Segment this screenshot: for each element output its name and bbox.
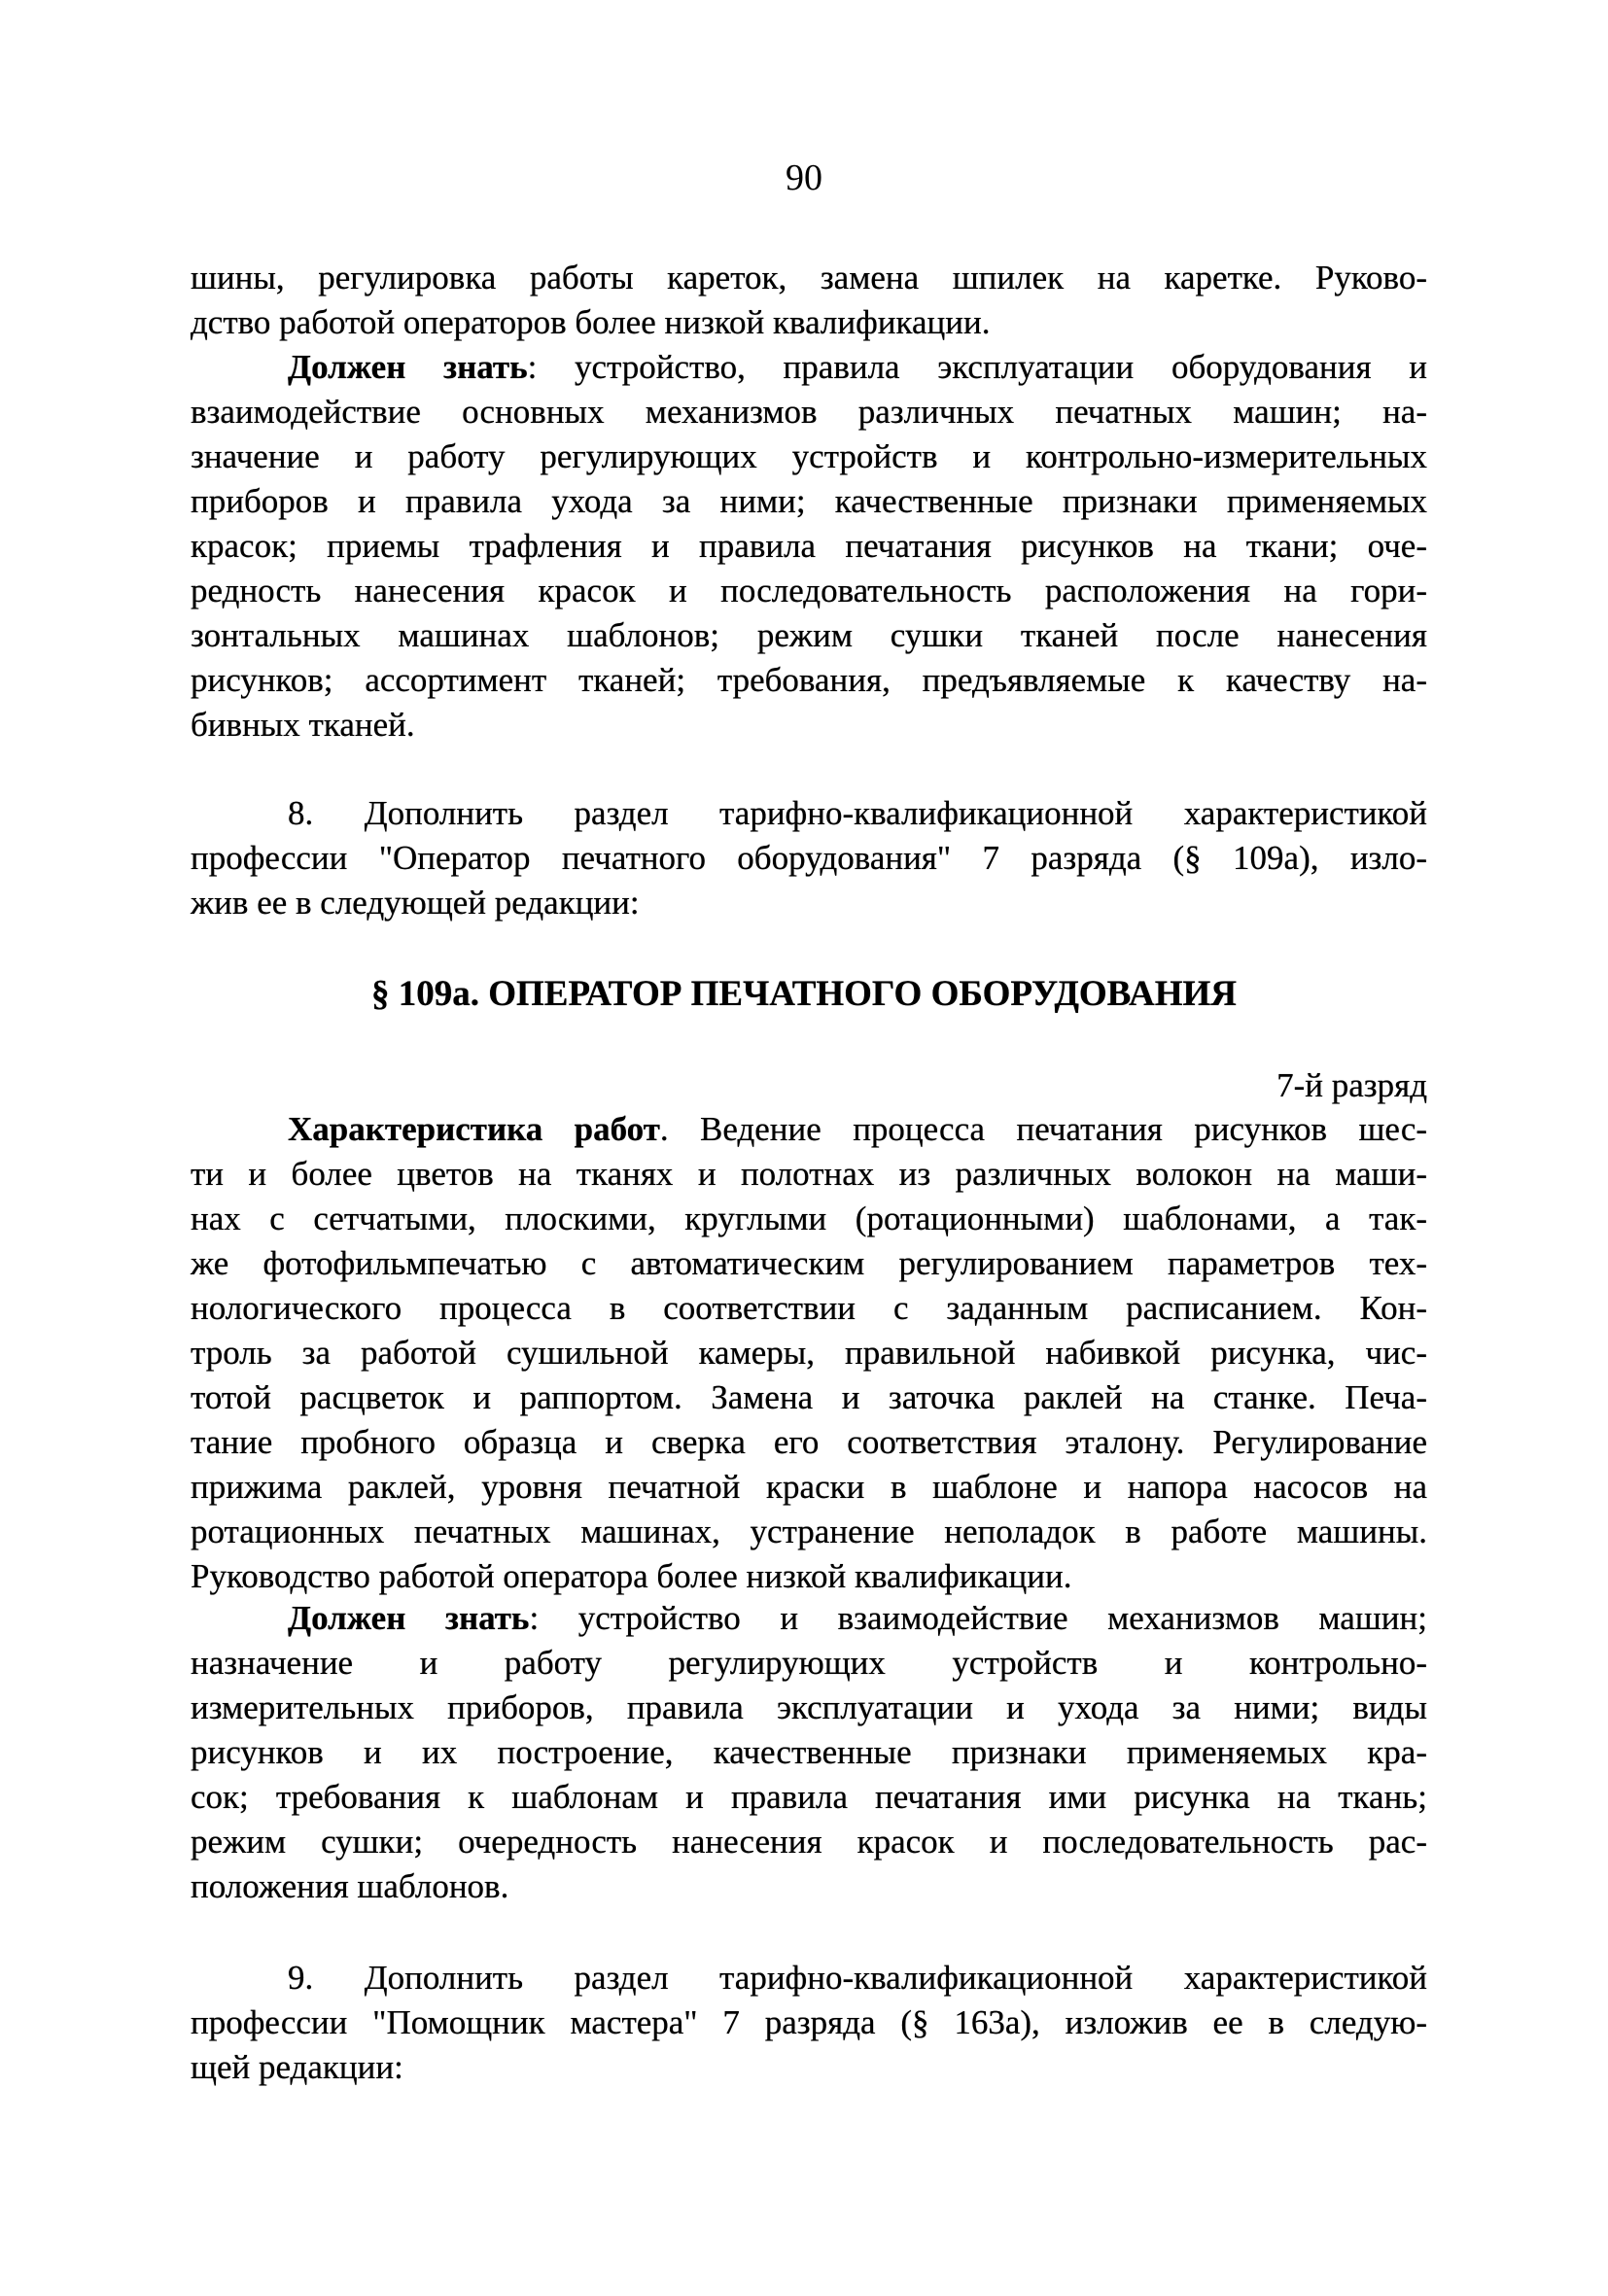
paragraph-must-know-1 — [191, 345, 1427, 748]
text-line: Должен знать: устройство и взаимодействие механизмов машин; — [288, 1599, 1427, 1637]
section-heading: § 109а. ОПЕРАТОР ПЕЧАТНОГО ОБОРУДОВАНИЯ — [370, 974, 1238, 1014]
text-line: рисунков и их построение, качественные признаки применяемых кра- — [191, 1733, 1427, 1771]
paragraph-must-know-2 — [191, 1596, 1427, 1909]
text-line: взаимодействие основных механизмов различных печатных машин; на- — [191, 393, 1427, 431]
text-line: измерительных приборов, правила эксплуатации и ухода за ними; виды — [191, 1688, 1427, 1726]
text-line: Характеристика работ. Ведение процесса печатания рисунков шес- — [288, 1110, 1428, 1148]
text-line: положения шаблонов. — [191, 1867, 509, 1905]
text-line: бивных тканей. — [191, 706, 415, 744]
text-line: назначение и работу регулирующих устройств и контрольно- — [191, 1644, 1427, 1682]
text-line: нологического процесса в соответствии с заданным расписанием. Кон- — [191, 1289, 1427, 1327]
text-line: прижима раклей, уровня печатной краски в шаблоне и напора насосов на — [191, 1468, 1427, 1506]
paragraph-item-9 — [191, 1956, 1427, 2090]
text-line: жив ее в следующей редакции: — [191, 884, 640, 922]
text-line: профессии "Оператор печатного оборудования" 7 разряда (§ 109а), изло- — [191, 839, 1427, 877]
text-line: шины, регулировка работы кареток, замена шпилек на каретке. Руково- — [191, 259, 1427, 296]
text-line: Руководство работой оператора более низкой квалификации. — [191, 1557, 1072, 1595]
paragraph-item-8 — [191, 791, 1427, 925]
text-line: Должен знать: устройство, правила эксплуатации оборудования и — [288, 348, 1427, 386]
text-line: тание пробного образца и сверка его соответствия эталону. Регулирование — [191, 1423, 1427, 1461]
text-line: профессии "Помощник мастера" 7 разряда (§ 163а), изложив ее в следую- — [191, 2003, 1427, 2041]
text-line: редность нанесения красок и последовательность расположения на гори- — [191, 572, 1427, 609]
paragraph-lead: Должен знать — [288, 348, 528, 386]
text-line: зонтальных машинах шаблонов; режим сушки тканей после нанесения — [191, 616, 1427, 654]
text-line: приборов и правила ухода за ними; качественные признаки применяемых — [191, 482, 1427, 520]
text-line: красок; приемы трафления и правила печатания рисунков на ткани; оче- — [191, 527, 1427, 565]
paragraph-continuation — [191, 256, 1427, 345]
text-line: тотой расцветок и раппортом. Замена и заточка раклей на станке. Печа- — [191, 1378, 1427, 1416]
text-line: щей редакции: — [191, 2048, 403, 2086]
text-line: 9. Дополнить раздел тарифно-квалификационной характеристикой — [288, 1959, 1427, 1997]
paragraph-work-characteristics — [191, 1107, 1427, 1599]
text-line: 8. Дополнить раздел тарифно-квалификационной характеристикой — [288, 794, 1427, 832]
grade-label: 7-й разряд — [1276, 1066, 1427, 1104]
text-line: троль за работой сушильной камеры, правильной набивкой рисунка, чис- — [191, 1334, 1427, 1372]
text-line: рисунков; ассортимент тканей; требования, предъявляемые к качеству на- — [191, 661, 1427, 699]
text-line: сок; требования к шаблонам и правила печатания ими рисунка на ткань; — [191, 1778, 1427, 1816]
text-line: нах с сетчатыми, плоскими, круглыми (ротационными) шаблонами, а так- — [191, 1200, 1427, 1237]
text-line: значение и работу регулирующих устройств и контрольно-измерительных — [191, 437, 1427, 475]
page-number: 90 — [786, 157, 822, 198]
paragraph-lead: Характеристика работ — [288, 1110, 660, 1148]
text-line: режим сушки; очередность нанесения красок и последовательность рас- — [191, 1823, 1427, 1861]
text-line: же фотофильмпечатью с автоматическим регулированием параметров тех- — [191, 1244, 1427, 1282]
text-line: ти и более цветов на тканях и полотнах из различных волокон на маши- — [191, 1155, 1427, 1193]
text-line: дство работой операторов более низкой квалификации. — [191, 303, 991, 341]
text-line: ротационных печатных машинах, устранение неполадок в работе машины. — [191, 1513, 1427, 1550]
paragraph-lead: Должен знать — [288, 1599, 530, 1637]
